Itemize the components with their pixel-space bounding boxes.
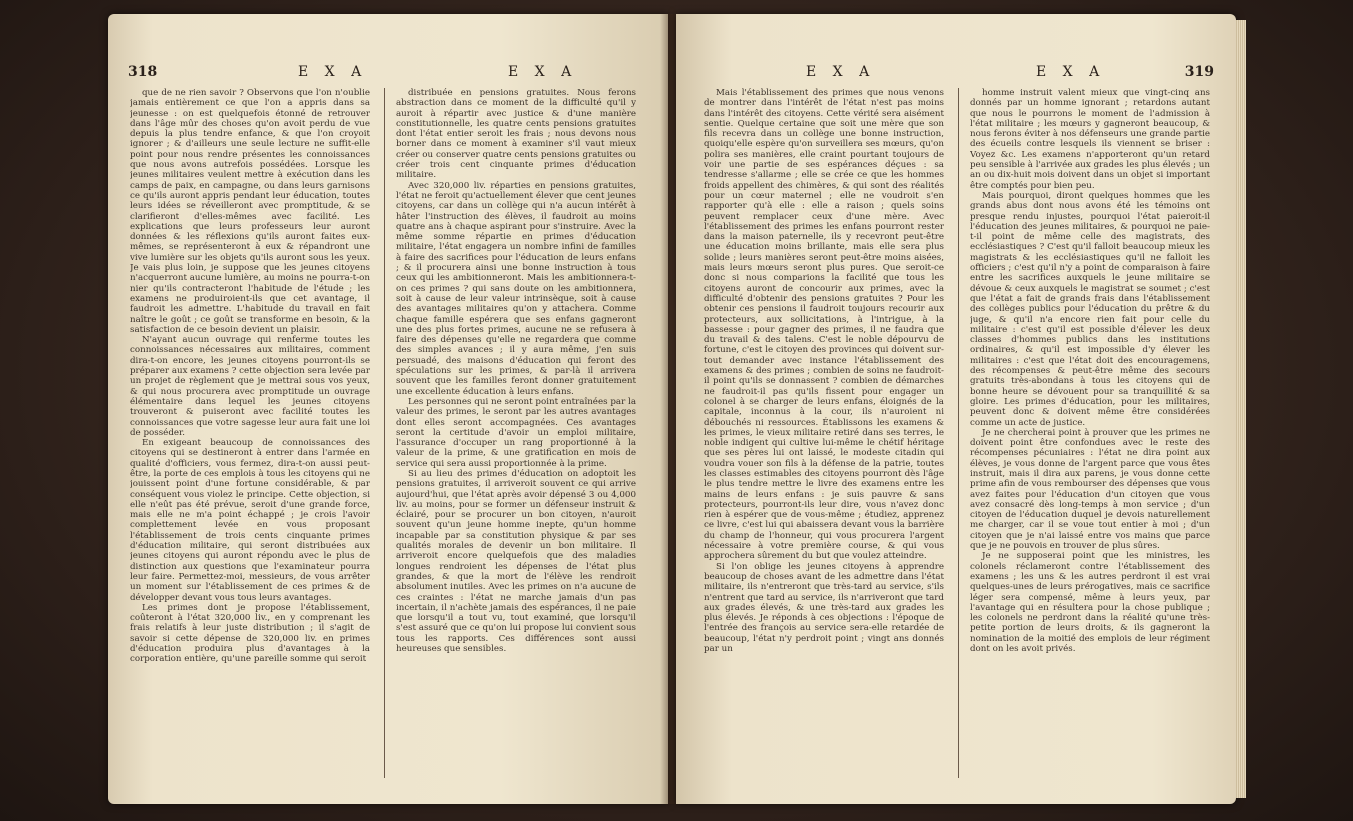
- paragraph: distribuée en pensions gratuites. Nous ferons abstraction dans ce moment de la difficulté qu'il y auroit à répartir avec justice & d'une manière constitutionnelle, les quatre cents pensions gratuites dont l'état entier seroit les frais ; nous devons nous borner dans ce moment à examiner s'il vaut mieux créer ou conserver quatre cents pensions gratuites ou créer trois cent cinquante primes d'éducation militaire.: [396, 88, 636, 181]
- page-edges: [1236, 20, 1246, 798]
- paragraph: Mais l'établissement des primes que nous venons de montrer dans l'intérêt de l'état n'est pas moins dans l'intérêt des citoyens. Cette vérité sera aisément sentie. Quelque certaine que soit une mère que son fils recevra dans un collège une bonne instruction, quoiqu'elle espère qu'on surveillera ses mœurs, qu'on polira ses manières, elle craint pourtant toujours de voir une partie de ses espérances déçues : sa tendresse s'allarme ; elle se crée ce que les hommes froids appellent des chimères, & qui sont des réalités pour un cœur maternel ; elle ne voudroit s'en rapporter qu'à elle : elle a raison ; quels soins peuvent remplacer ceux d'une mère. Avec l'établissement des primes les enfans pourront rester dans la maison paternelle, ils y recevront peut-être une éducation moins brillante, mais elle sera plus solide ; leurs manières seront peut-être moins aisées, mais leurs mœurs seront plus pures. Que seroit-ce donc si nous comparions la facilité que tous les citoyens auront de concourir aux primes, avec la difficulté d'obtenir des pensions gratuites ? Pour les obtenir ces pensions il faudroit toujours recourir aux protecteurs, aux sollicitations, à l'intrigue, à la bassesse : pour gagner des primes, il ne faudra que du travail & des talens. C'est le noble dépourvu de fortune, c'est le citoyen des provinces qui doivent sur-tout demander avec instance l'établissement des examens & des primes ; combien de soins ne faudroit-il point qu'ils se donnassent ? combien de démarches ne faudroit-il pas qu'ils fissent pour engager un colonel à se charger de leurs enfans, éloignés de la capitale, inconnus à la cour, ils n'auroient ni débouchés ni ressources. Établissons les examens & les primes, le vieux militaire retiré dans ses terres, le noble indigent qui cultive lui-même le chétif héritage que ses pères lui ont laissé, le modeste citadin qui voudra vouer son fils à la défense de la patrie, toutes les classes estimables des citoyens pourront dès l'âge le plus tendre mettre le livre des examens entre les mains de leurs enfans : je suis pauvre & sans protecteurs, pourront-ils leur dire, vous n'avez donc rien à espérer que de vous-même ; étudiez, apprenez ce livre, c'est lui qui abaissera devant vous la barrière du champ de l'honneur, qui vous procurera l'argent nécessaire à votre première course, & qui vous approchera sûrement du but que voulez atteindre.: [704, 88, 944, 562]
- right-column-2: [970, 88, 1210, 788]
- paragraph: Je ne chercherai point à prouver que les primes ne doivent point être confondues avec le reste des récompenses pécuniaires : l'état ne dira point aux élèves, je vous donne de l'argent parce que vous êtes instruit, mais il dira aux parens, je vous donne cette prime afin de vous rembourser des dépenses que vous avez faites pour l'éducation d'un citoyen que vous avez consacré dès long-temps à mon service ; d'un citoyen de l'éducation duquel je devois naturellement me charger, car il se voue tout entier à moi ; d'un citoyen que je n'ai laissé entre vos mains que parce que je ne pouvois en trouver de plus sûres.: [970, 427, 1210, 552]
- column-rule: [384, 88, 385, 778]
- right-folio: 319: [1184, 64, 1214, 80]
- left-folio: 318: [128, 64, 158, 80]
- paragraph: N'ayant aucun ouvrage qui renferme toutes les connoissances nécessaires aux militaires, comment dira-t-on encore, les jeunes citoyens pourront-ils se préparer aux examens ? cette objection sera levée par un projet de règlement que je mettrai sous vos yeux, & qui nous procurera avec promptitude un ouvrage élémentaire dans lequel les jeunes citoyens trouveront & puiseront avec facilité toutes les connoissances que votre sagesse leur aura fait une loi de posséder.: [130, 335, 370, 438]
- left-page: [108, 14, 668, 804]
- column-rule: [958, 88, 959, 778]
- left-running-head: E X A: [298, 64, 368, 80]
- right-page-header: [676, 64, 1236, 86]
- paragraph: Les personnes qui ne seront point entraînées par la valeur des primes, le seront par les autres avantages dont elles seront accompagnées. Ces avantages seront la certitude d'avoir un emploi militaire, l'assurance d'occuper un rang proportionné à la valeur de la prime, & une gratification en mois de service qui sera aussi proportionnée à la prime.: [396, 396, 636, 469]
- right-running-head: E X A: [806, 64, 876, 80]
- open-book: [108, 14, 1238, 814]
- right-page: [676, 14, 1236, 804]
- right-running-head-2: E X A: [1036, 64, 1106, 80]
- paragraph: Avec 320,000 liv. réparties en pensions gratuites, l'état ne feroit qu'actuellement élever que cent jeunes citoyens, car dans un collège qui n'a aucun intérêt à hâter l'instruction des élèves, il faudroit au moins quatre ans à chaque aspirant pour s'instruire. Avec la même somme répartie en primes d'éducation militaire, l'état engagera un nombre infini de familles à faire des sacrifices pour l'éducation de leurs enfans ; & il procurera ainsi une bonne instruction à tous ceux qui les ambitionneront. Mais les ambitionnera-t-on ces primes ? qui sans doute on les ambitionnera, soit à cause de leur valeur intrinsèque, soit à cause des avantages militaires qu'on y attachera. Comme chaque famille espérera que ses enfans gagneront une des plus fortes primes, aucune ne se refusera à faire des dépenses qu'elle ne regardera que comme des simples avances ; il y aura même, j'en suis persuadé, des maisons d'éducation qui feront des spéculations sur les primes, & par-là il arrivera souvent que les familles feront donner gratuitement une excellente éducation à leurs enfans.: [396, 180, 636, 397]
- paragraph: Les primes dont je propose l'établissement, coûteront à l'état 320,000 liv., en y comprenant les frais relatifs à leur juste distribution ; il s'agit de savoir si cette dépense de 320,000 liv. en primes d'éducation produira plus d'avantages à la corporation entière, qu'une pareille somme qui seroit: [130, 602, 370, 665]
- paragraph: Si au lieu des primes d'éducation on adoptoit les pensions gratuites, il arriveroit souvent ce qui arrive aujourd'hui, que l'état après avoir dépensé 3 ou 4,000 liv. au moins, pour se former un défenseur instruit & éclairé, pour se procurer un bon citoyen, n'auroit souvent qu'un jeune homme inepte, qu'un homme incapable par sa constitution physique & par ses qualités morales de devenir un bon militaire. Il arriveroit encore quelquefois que des maladies longues rendroient les dépenses de l'état plus grandes, & que la mort de l'élève les rendroit absolument inutiles. Avec les primes on n'a aucune de ces craintes : l'état ne marche jamais d'un pas incertain, il n'achète jamais des espérances, il ne paie que lorsqu'il a tout vu, tout examiné, que lorsqu'il s'est assuré que ce qu'on lui propose lui convient sous tous les rapports. Ces différences sont aussi heureuses que sensibles.: [396, 468, 636, 655]
- paragraph: que de ne rien savoir ? Observons que l'on n'oublie jamais entièrement ce que l'on a appris dans sa jeunesse : on est quelquefois étonné de retrouver dans l'âge mûr des choses qu'on avoit perdu de vue depuis la plus tendre enfance, & que l'on croyoit ignorer ; & d'ailleurs une seule lecture ne suffit-elle point pour nous rendre présentes les connoissances que nous avons autrefois possédées. Lorsque les jeunes militaires veulent mettre à exécution dans les camps de paix, en campagne, ou dans leurs garnisons ce qu'ils auront appris pendant leur éducation, toutes leurs idées se réveilleront avec promptitude, & se clarifieront d'elles-mêmes avec facilité. Les explications que leurs professeurs leur auront données & les réflexions qu'ils auront faites eux-mêmes, se représenteront à eux & répandront une vive lumière sur les objets qu'ils auront sous les yeux. Je vais plus loin, je suppose que les jeunes citoyens n'acquerront aucune lumière, au moins ne pourra-t-on nier qu'ils contracteront l'habitude de l'étude ; les examens ne produiroient-ils que cet avantage, il faudroit les admettre. L'habitude du travail en fait naître le goût ; ce goût se transforme en besoin, & la satisfaction de ce besoin devient un plaisir.: [130, 88, 370, 335]
- left-page-header: [108, 64, 668, 86]
- left-column-1: [130, 88, 370, 788]
- paragraph: En exigeant beaucoup de connoissances des citoyens qui se destineront à entrer dans l'armée en qualité d'officiers, vous fermez, dira-t-on aussi peut-être, la porte de ces emplois à tous les citoyens qui ne jouissent point d'une fortune considérable, & par conséquent vous violez le principe. Cette objection, si elle n'eût pas été prévue, seroit d'une grande force, mais elle ne m'a point échappé ; je crois l'avoir complettement levée en vous proposant l'établissement de trois cents cinquante primes d'éducation militaire, qui seront distribuées aux jeunes citoyens qui auront répondu avec le plus de distinction aux questions que l'examinateur pourra leur faire. Permettez-moi, messieurs, de vous arrêter un moment sur l'établissement de ces primes & de développer devant vous tous leurs avantages.: [130, 438, 370, 603]
- paragraph: Je ne supposerai point que les ministres, les colonels réclameront contre l'établissement des examens ; les uns & les autres perdront il est vrai quelques-unes de leurs prérogatives, mais ce sacrifice léger sera compensé, même à leurs yeux, par l'avantage qui en résultera pour la chose publique ; les colonels ne perdront dans la réalité qu'une très-petite portion de leurs droits, & ils gagneront la nomination de la moitié des emplois de leur régiment dont on les avoit privés.: [970, 551, 1210, 655]
- paragraph: homme instruit valent mieux que vingt-cinq ans donnés par un homme ignorant ; retardons autant que nous le pourrons le moment de l'admission à l'état militaire ; les mœurs y gagneront beaucoup, & nous ferons éviter à nos défenseurs une grande partie des écueils contre lesquels ils viennent se briser : Voyez &c. Les examens n'apporteront qu'un retard peu sensible à l'arrivée aux grades les plus élevés ; un an ou dix-huit mois doivent dans un objet si important être comptés pour bien peu.: [970, 88, 1210, 191]
- paragraph: Mais pourquoi, diront quelques hommes que les grands abus dont nous avons été les témoins ont presque rendu injustes, pourquoi l'état paieroit-il l'éducation des jeunes militaires, & pourquoi ne paie-t-il point de même celle des magistrats, des ecclésiastiques ? C'est qu'il falloit beaucoup mieux les magistrats & les ecclésiastiques qu'il ne falloit les officiers ; c'est qu'il n'y a point de comparaison à faire entre les sacrifices auxquels le jeune militaire se dévoue & ceux auxquels le magistrat se soumet ; c'est que l'état a fait de grands frais dans l'établissement des collèges publics pour l'éducation du prêtre & du juge, & qu'il n'a encore rien fait pour celle du militaire : c'est qu'il est possible d'élever les deux classes d'hommes publics dans les institutions ordinaires, & qu'il est impossible d'y élever les militaires : c'est que l'état doit des encouragemens, des récompenses & peut-être même des secours gratuits très-abondans à tous les citoyens qui de bonne heure se dévouent pour sa tranquillité & sa gloire. Les primes d'éducation, pour les militaires, peuvent donc & doivent même être considérées comme un acte de justice.: [970, 190, 1210, 428]
- left-column-2: [396, 88, 636, 788]
- paragraph: Si l'on oblige les jeunes citoyens à apprendre beaucoup de choses avant de les admettre dans l'état militaire, ils n'entreront que très-tard au service, s'ils n'entrent que tard au service, ils n'arriveront que tard aux grades élevés, & une très-tard aux grades les plus élevés. Je réponds à ces objections : l'époque de l'entrée des françois au service sera-elle retardée de beaucoup, l'état n'y perdroit point ; vingt ans donnés par un: [704, 561, 944, 655]
- left-running-head-2: E X A: [508, 64, 578, 80]
- right-column-1: [704, 88, 944, 788]
